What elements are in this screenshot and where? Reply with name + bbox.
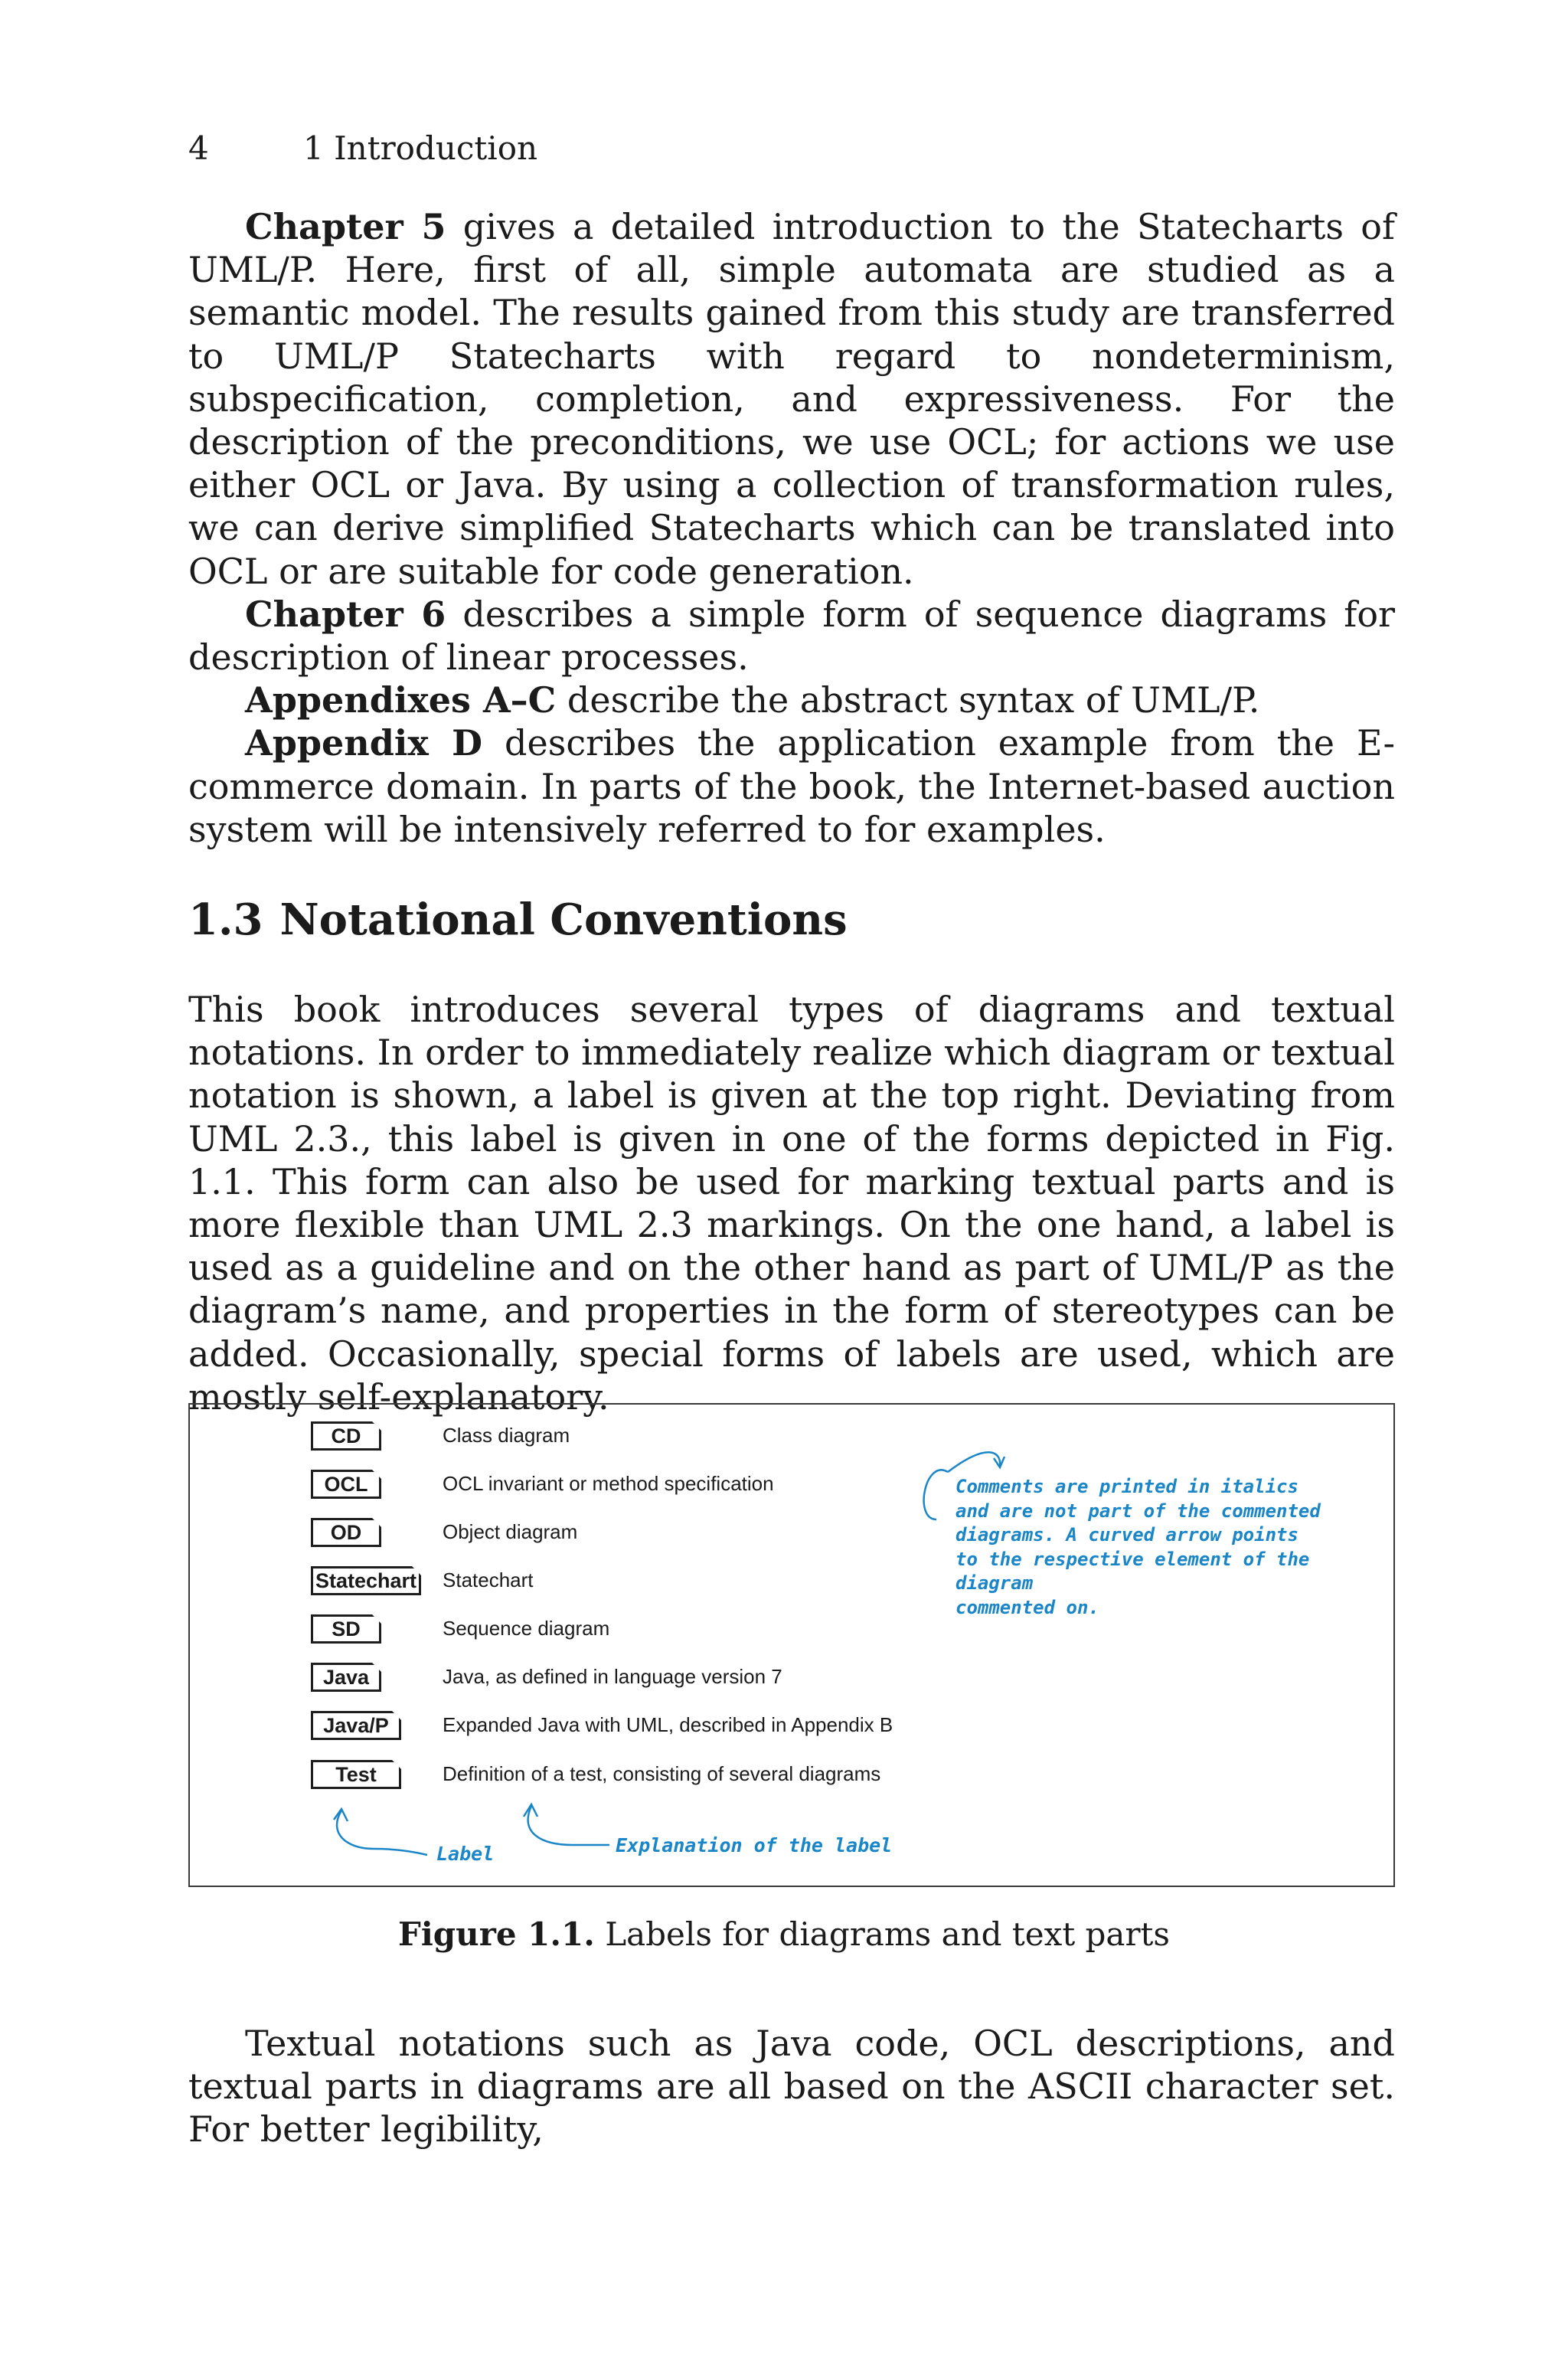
page-number: 4 xyxy=(188,129,209,167)
label-desc-cd: Class diagram xyxy=(443,1424,570,1447)
paragraph-chapter-5: Chapter 5 gives a detailed introduction to the Statecharts of UML/P. Here, first of all, simple automata are studied as a semantic model. The results gained from this study are transferred to UML/P Statecharts with regard to nondeterminism, subspecification, completion, and expressiveness. For the description of the preconditions, we use OCL; for actions we use either OCL or Java. By using a collection of transformation rules, we can derive simplified Statecharts which can be translated into OCL or are suitable for code generation. xyxy=(188,206,1395,592)
label-tag-cd: CD xyxy=(311,1421,381,1451)
label-desc-java-p: Expanded Java with UML, described in Appendix B xyxy=(443,1713,893,1736)
section-heading xyxy=(188,895,848,945)
label-tag-sd: SD xyxy=(311,1614,381,1644)
caption-text: Labels for diagrams and text parts xyxy=(594,1915,1170,1953)
label-desc-test: Definition of a test, consisting of several diagrams xyxy=(443,1762,881,1785)
comment-line: commented on. xyxy=(956,1596,1099,1618)
closing-text xyxy=(188,2022,1395,2151)
comment-line: Comments are printed in italics xyxy=(956,1476,1298,1497)
chapter-title: 1 Introduction xyxy=(303,129,538,167)
label-arrow-curve xyxy=(337,1810,427,1855)
section-title: Notational Conventions xyxy=(279,895,848,945)
label-desc-ocl: OCL invariant or method specification xyxy=(443,1472,774,1495)
label-tag-od: OD xyxy=(311,1518,381,1547)
label-desc-java: Java, as defined in language version 7 xyxy=(443,1665,782,1688)
intro-text xyxy=(188,205,1395,851)
paragraph-appendixes: Appendixes A–C describe the abstract syntax of UML/P. xyxy=(245,679,1260,721)
comment-arrow-curve xyxy=(948,1452,1000,1472)
paragraph-appendix-d: Appendix D describes the application example from the E-commerce domain. In parts of the book, the Internet-based auction system will be intensively referred to for examples. xyxy=(188,722,1395,850)
paragraph-chapter-6: Chapter 6 describes a simple form of sequence diagrams for description of linear processes. xyxy=(188,593,1395,679)
callout-explanation: Explanation of the label xyxy=(616,1834,893,1856)
comment-line: and are not part of the commented xyxy=(956,1500,1321,1522)
paragraph-notational-conventions: This book introduces several types of diagrams and textual notations. In order to immediately realize which diagram or textual notation is shown, a label is given at the top right. Deviating from UML 2.3., this label is given in one of the forms depicted in Fig. 1.1. This form can also be used for marking textual parts and is more flexible than UML 2.3 markings. On the one hand, a label is used as a guideline and on the other hand as part of UML/P as the diagram’s name, and properties in the form of stereotypes can be added. Occasionally, special forms of labels are used, which are mostly self-explanatory. xyxy=(188,989,1395,1418)
explanation-arrow-curve xyxy=(528,1806,609,1845)
running-header xyxy=(188,129,537,168)
label-tag-java-p: Java/P xyxy=(311,1711,401,1740)
section-number: 1.3 xyxy=(188,895,263,945)
caption-number: Figure 1.1. xyxy=(398,1915,595,1953)
label-arrow-head xyxy=(334,1809,348,1821)
comment-line: diagrams. A curved arrow points xyxy=(956,1524,1298,1546)
label-desc-statechart: Statechart xyxy=(443,1568,534,1591)
label-desc-od: Object diagram xyxy=(443,1520,578,1543)
section-text xyxy=(188,988,1395,1418)
label-tag-ocl: OCL xyxy=(311,1470,381,1499)
comment-arrow-tail xyxy=(924,1470,948,1519)
label-desc-sd: Sequence diagram xyxy=(443,1617,610,1640)
label-tag-java: Java xyxy=(311,1663,381,1692)
label-tag-test: Test xyxy=(311,1760,401,1789)
callout-label: Label xyxy=(436,1843,495,1865)
figure-caption xyxy=(0,1915,1568,1954)
paragraph-textual-notations: Textual notations such as Java code, OCL descriptions, and textual parts in diagrams are all based on the ASCII character set. For better legibility, xyxy=(188,2023,1395,2151)
figure-1-1 xyxy=(188,1403,1395,1887)
label-tag-statechart: Statechart xyxy=(311,1566,421,1595)
comment-line: to the respective element of the diagram xyxy=(956,1548,1310,1594)
comment-note xyxy=(956,1475,1384,1620)
explanation-arrow-head xyxy=(524,1804,537,1817)
